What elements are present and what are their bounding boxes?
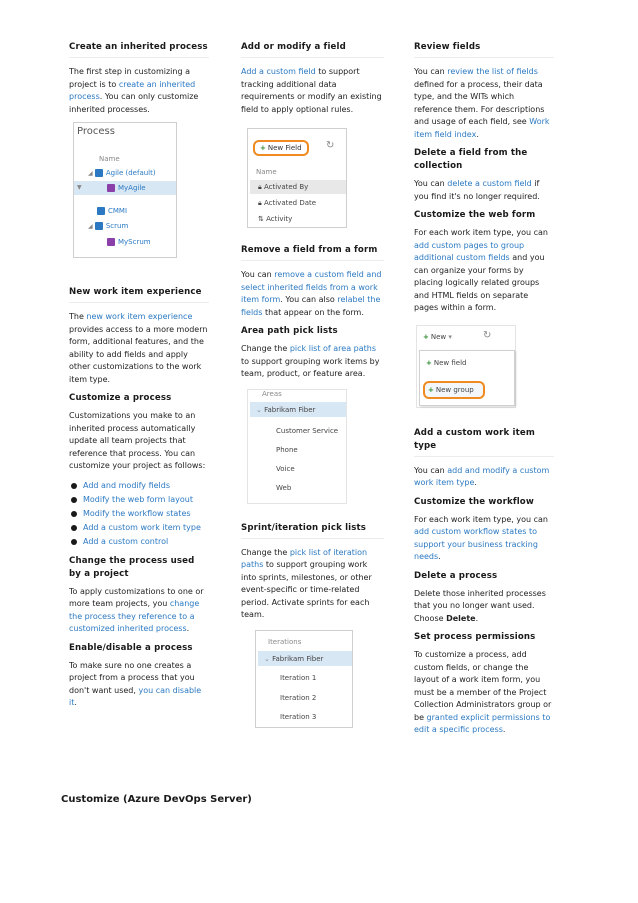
plus-icon: + [426, 358, 432, 367]
process-item-scrum[interactable]: ◢ Scrum [88, 222, 129, 230]
remove-field-text: You can remove a custom field and select inherited fields from a work item form. You can also relabel the fields that appear on the form. [241, 270, 382, 317]
create-process-link[interactable]: create an inherited process [69, 79, 196, 101]
custom-pages-link[interactable]: add custom pages to group additional custom fields [414, 240, 525, 262]
iteration-item-2[interactable]: Iteration 2 [280, 693, 317, 702]
review-fields-link[interactable]: review the list of fields [447, 67, 538, 76]
enable-disable-text: To make sure no one creates a project from a process that you don't want used, you can disable it. [69, 660, 202, 707]
plus-icon: + [423, 332, 429, 341]
workflow-states-link[interactable]: add custom workflow states to support your business tracking needs [414, 527, 538, 561]
pick-list-icon: ⇅ [258, 215, 264, 223]
delete-field-text: You can delete a custom field if you find it's no longer required. [414, 179, 540, 201]
iteration-paths-link[interactable]: pick list of iteration paths [241, 547, 368, 569]
section-title-new-experience: New work item experience [69, 286, 209, 303]
lock-icon: 🔒︎ [258, 183, 262, 191]
list-item[interactable]: Modify the workflow states [69, 507, 209, 521]
iteration-item-1[interactable]: Iteration 1 [280, 673, 317, 682]
process-icon [95, 169, 103, 177]
add-custom-field-link[interactable]: Add a custom field [241, 67, 316, 76]
area-item-voice[interactable]: Voice [276, 464, 295, 473]
process-icon [95, 222, 103, 230]
permissions-link[interactable]: granted explicit permissions to edit a specific process [414, 712, 551, 734]
area-item-web[interactable]: Web [276, 483, 292, 492]
section-title-review-fields: Review fields [414, 41, 554, 58]
delete-process-text: Delete those inherited processes that you no longer want used. Choose Delete. [414, 588, 546, 623]
inherited-process-icon [107, 184, 115, 192]
iteration-item-3[interactable]: Iteration 3 [280, 712, 317, 721]
area-paths-link[interactable]: pick list of area paths [289, 344, 377, 353]
process-panel-screenshot [73, 122, 177, 258]
section-title-web-form: Customize the web form [414, 210, 536, 220]
process-item-cmmi[interactable]: CMMI [97, 206, 127, 216]
area-item-customer-service[interactable]: Customer Service [276, 426, 339, 435]
refresh-icon[interactable]: ↻ [483, 329, 492, 341]
list-item[interactable]: Modify the web form layout [69, 493, 209, 507]
new-group-menu-item[interactable]: + New group [423, 381, 485, 399]
disable-process-link[interactable]: you can disable it [69, 685, 202, 707]
field-item-activity[interactable]: ⇅ Activity [258, 215, 293, 223]
new-field-screenshot [247, 128, 347, 228]
field-item-activated-by[interactable]: 🔒︎ Activated By [250, 180, 346, 194]
section-title-change-process: Change the process used by a project [69, 555, 195, 579]
process-icon [97, 207, 105, 215]
new-experience-text: The new work item experience provides access to a more modern form, additional features, and the ability to add fields and apply other customizations to the work item type. [69, 312, 208, 384]
new-menu-dropdown [419, 350, 515, 406]
section-title-enable-disable: Enable/disable a process [69, 642, 193, 653]
inherited-process-icon [107, 238, 115, 246]
new-field-menu-item[interactable]: + New field [426, 358, 467, 367]
column-3 [414, 41, 554, 743]
relabel-fields-link[interactable]: relabel the fields [241, 295, 381, 317]
add-wit-link[interactable]: add and modify a custom work item type [414, 465, 550, 487]
process-item-agile[interactable]: ◢ Agile (default) [88, 169, 156, 177]
sprint-text: Change the pick list of iteration paths to support grouping work into sprints, milestones, or other event-specific or time-related period. Activate sprints for each team. [241, 547, 372, 619]
process-panel-header: Name [99, 155, 120, 163]
section-title-area-path: Area path pick lists [241, 326, 338, 336]
lock-icon: 🔒︎ [258, 199, 262, 207]
list-item[interactable]: Add a custom work item type [69, 521, 209, 535]
iterations-header: Iterations [268, 637, 302, 646]
section-title-workflow: Customize the workflow [414, 496, 534, 507]
page-footer-title: Customize (Azure DevOps Server) [61, 794, 252, 805]
area-paths-screenshot [247, 389, 347, 504]
chevron-down-icon: ⌄ [256, 405, 262, 414]
iteration-root-fabrikam[interactable]: ⌄ Fabrikam Fiber [258, 651, 352, 666]
area-item-phone[interactable]: Phone [276, 445, 298, 454]
permissions-text: To customize a process, add custom fields, or change the layout of a work item form, you must be a member of the Project Collection Administrators group or be granted explicit permissions to edit a specific process. [414, 650, 552, 734]
section-title-add-field: Add or modify a field [241, 41, 384, 58]
section-title-permissions: Set process permissions [414, 632, 536, 642]
customize-list [69, 479, 209, 549]
area-root-fabrikam[interactable]: ⌄ Fabrikam Fiber [250, 402, 346, 417]
column-1 [69, 41, 209, 716]
refresh-icon[interactable]: ↻ [326, 140, 335, 151]
field-item-activated-date[interactable]: 🔒︎ Activated Date [258, 199, 317, 207]
section-title-delete-process: Delete a process [414, 570, 498, 581]
section-title-delete-field: Delete a field from the collection [414, 148, 528, 171]
section-title-create-process: Create an inherited process [69, 41, 209, 58]
review-fields-text: You can review the list of fields defined for a process, their data type, and the WITs which reference them. For descriptions and usage of each field, see Work item field index. [414, 67, 550, 139]
areas-header: Areas [262, 389, 282, 398]
web-form-text: For each work item type, you can add custom pages to group additional custom fields and you can organize your forms by placing logically related groups and HTML fields on separate pages within a form. [414, 228, 548, 312]
field-panel-header: Name [256, 168, 277, 176]
list-item[interactable]: Add and modify fields [69, 479, 209, 493]
chevron-down-icon: ▾ [448, 332, 452, 341]
section-title-remove-field: Remove a field from a form [241, 244, 384, 261]
field-index-link[interactable]: Work item field index [414, 117, 550, 139]
section-title-customize-process: Customize a process [69, 393, 172, 403]
plus-icon: + [260, 144, 266, 152]
iterations-screenshot [255, 630, 353, 728]
process-item-myagile[interactable]: ▼ MyAgile [74, 181, 176, 195]
add-field-text: Add a custom field to support tracking additional data requirements or modify an existing field to apply optional rules. [241, 67, 382, 114]
add-wit-text: You can add and modify a custom work item type. [414, 465, 550, 487]
new-field-button[interactable]: + New Field [253, 140, 309, 156]
change-process-link[interactable]: change the process they reference to a customized inherited process [69, 599, 200, 633]
create-process-text: The first step in customizing a project is to create an inherited process. You can only customize inherited processes. [69, 67, 199, 114]
change-process-text: To apply customizations to one or more team projects, you change the process they reference to a customized inherited process. [69, 586, 204, 633]
section-title-add-wit: Add a custom work item type [414, 427, 554, 457]
remove-field-link[interactable]: remove a custom field and select inherited fields from a work item form [241, 270, 382, 304]
workflow-text: For each work item type, you can add custom workflow states to support your business tracking needs. [414, 514, 548, 561]
plus-icon: + [428, 385, 434, 394]
area-path-text: Change the pick list of area paths to support grouping work items by team, product, or feature area. [241, 344, 380, 378]
new-menu-screenshot [416, 325, 516, 408]
customize-process-text: Customizations you make to an inherited process automatically update all team projects that reference that process. You can customize your project as follows: [69, 411, 206, 470]
section-title-sprint: Sprint/iteration pick lists [241, 522, 384, 539]
column-2 [241, 41, 384, 728]
delete-custom-field-link[interactable]: delete a custom field [447, 179, 532, 188]
new-experience-link[interactable]: new work item experience [86, 312, 193, 321]
process-item-myscrum[interactable]: MyScrum [107, 237, 151, 247]
chevron-down-icon: ⌄ [264, 654, 270, 663]
process-panel-title: Process [77, 126, 115, 137]
new-menu-button[interactable]: + New ▾ [423, 332, 452, 341]
list-item[interactable]: Add a custom control [69, 535, 209, 549]
